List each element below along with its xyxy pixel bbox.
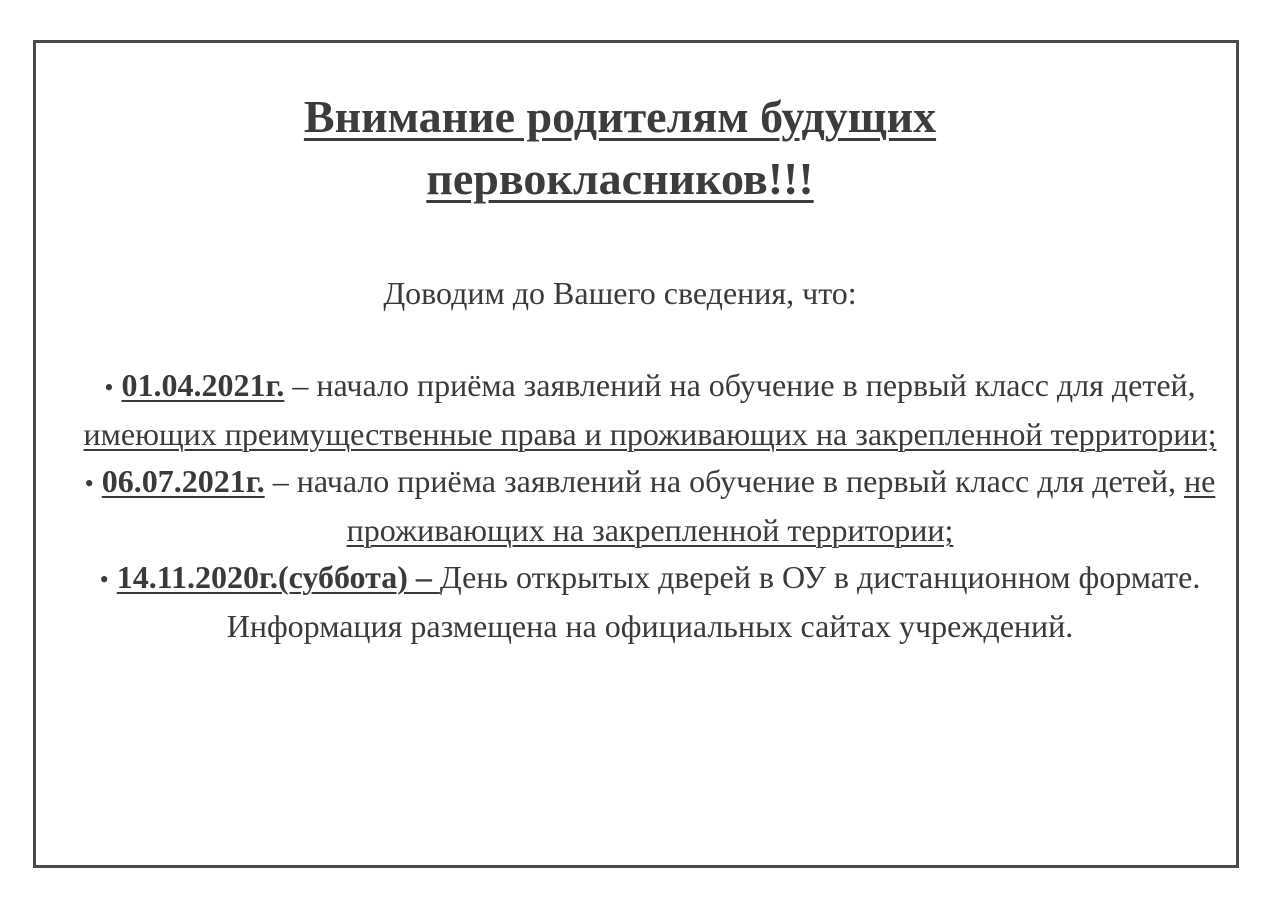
- list-item: [70, 554, 1230, 650]
- title-line-2: первокласников!!!: [426, 153, 814, 204]
- bullet-icon: •: [84, 469, 94, 498]
- item-date: 01.04.2021г.: [121, 367, 285, 403]
- notice-title: [0, 86, 1240, 210]
- item-underlined-text: не проживающих на закрепленной территории;: [346, 463, 1216, 548]
- title-line-1: Внимание родителям будущих: [303, 91, 937, 142]
- list-item: [70, 362, 1230, 458]
- item-text: – начало приёма заявлений на обучение в первый класс для детей,: [264, 463, 1184, 499]
- item-underlined-text: имеющих преимущественные права и проживающих на закрепленной территории;: [83, 416, 1217, 452]
- intro-text: Доводим до Вашего сведения, что:: [383, 275, 857, 311]
- item-date: 14.11.2020г.(суббота) –: [116, 559, 440, 595]
- bullet-icon: •: [104, 373, 114, 402]
- bullet-icon: •: [99, 565, 109, 594]
- item-text: – начало приёма заявлений на обучение в первый класс для детей,: [284, 367, 1196, 403]
- list-item: [70, 458, 1230, 554]
- notice-items: [70, 362, 1230, 650]
- item-date: 06.07.2021г.: [101, 463, 265, 499]
- item-text: День открытых дверей в ОУ в дистанционном формате. Информация размещена на официальных сайтах учреждений.: [226, 559, 1201, 644]
